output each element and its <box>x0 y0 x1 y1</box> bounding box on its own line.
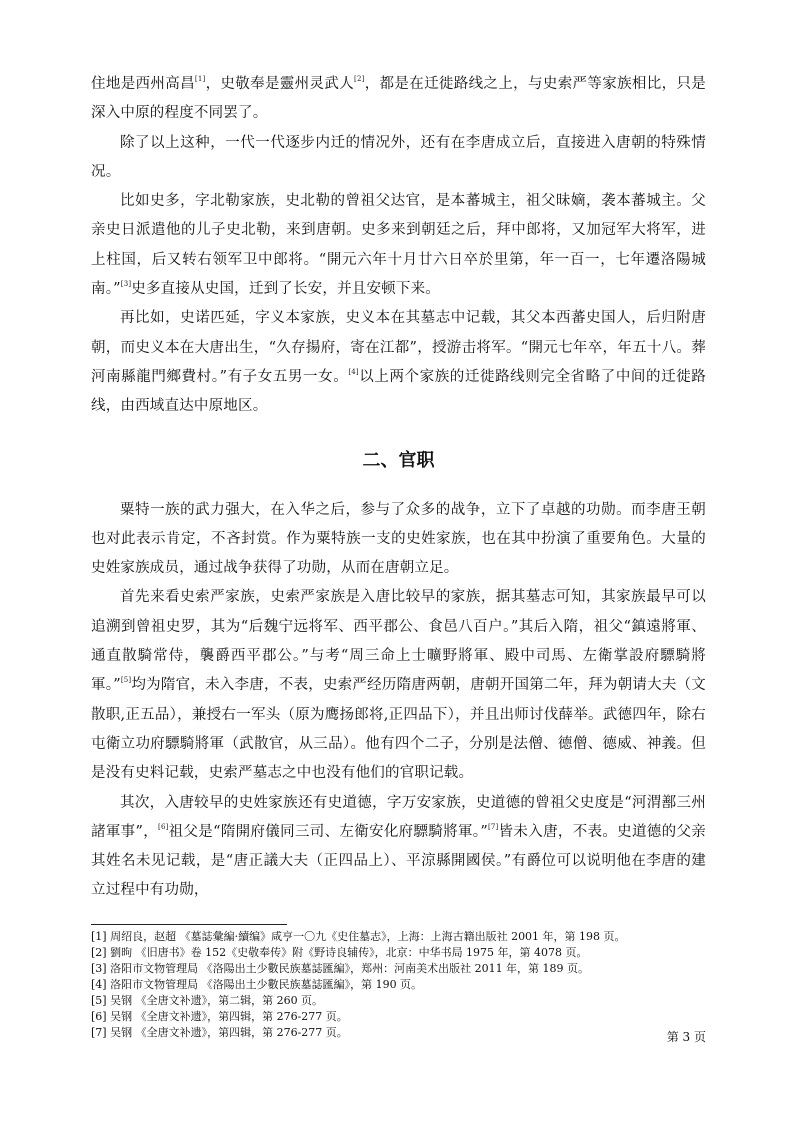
footnote-1: [1] 周绍良，赵超 《墓誌彙編·續编》咸亨一〇九《史住墓志》，上海：上海古籍出版社 2001 年，第 198 页。 <box>91 930 626 943</box>
footnote-ref: [4] <box>348 367 359 376</box>
footnote-ref: [1] <box>194 75 206 83</box>
paragraph-4 <box>91 304 706 421</box>
text-run: 首先来看史索严家族，史索严家族是入唐比较早的家族，据其墓志可知，其家族最早可以追溯到曾祖史罗，其为“后魏宁远将军、西平郡公、食邑八百户。”其后入隋，祖父“鎮遠將軍、通直散騎常侍，襲爵西平郡公。”与考“周三命上士曠野將軍、殿中司馬、左衛掌設府驃騎將軍。” <box>91 589 706 694</box>
footnote-ref: [6] <box>158 822 169 831</box>
footnote-4: [4] 洛阳市文物管理局 《洛陽出土少數民族墓誌匯編》，第 190 页。 <box>91 978 423 991</box>
section-heading-wrap <box>91 422 706 496</box>
footnote-3: [3] 洛阳市文物管理局 《洛陽出土少數民族墓誌匯編》，郑州：河南美术出版社 2011 年，第 189 页。 <box>91 962 590 975</box>
text-run: ，史敬奉是靈州灵武人 <box>205 76 355 92</box>
text-run: 其次，入唐较早的史姓家族还有史道德，字万安家族，史道德的曾祖父史度是“河渭鄯三州諸軍事”， <box>91 794 706 840</box>
footnote-7: [7] 吴钢 《全唐文补遗》，第四辑，第 276-277 页。 <box>91 1026 348 1039</box>
paragraph-3 <box>91 187 706 304</box>
text-run: 除了以上这种，一代一代逐步内迁的情况外，还有在李唐成立后，直接进入唐朝的特殊情况。 <box>91 134 706 180</box>
text-run: 皆未入唐，不表。史道德的父亲其姓名未见记载，是“唐正議大夫（正四品上）、平涼縣開國侯。”有爵位可以说明他在李唐的建立过程中有功勋， <box>91 823 706 899</box>
footnote-ref: [3] <box>120 280 132 289</box>
page-body <box>91 70 706 906</box>
footnotes <box>91 929 706 1041</box>
footnote-6: [6] 吴钢 《全唐文补遗》，第四辑，第 276-277 页。 <box>91 1010 348 1023</box>
footnote-ref: [5] <box>120 676 132 685</box>
text-run: 史多直接从史国，迁到了长安，并且安顿下来。 <box>131 281 440 298</box>
footnote-ref: [2] <box>354 75 365 83</box>
paragraph-7 <box>91 789 706 906</box>
paragraph-5 <box>91 496 706 584</box>
text-run: 再比如，史诺匹延，字义本家族，史义本在其墓志中记载，其父本西蕃史国人，后归附唐朝，而史义本在大唐出生，“久存揚府，寄在江都”，授游击将军。“開元七年卒，年五十八。葬河南縣龍門鄉費村。”有子女五男一女。 <box>91 310 706 385</box>
footnote-divider <box>91 924 287 925</box>
footnote-5: [5] 吴钢 《全唐文补遗》，第二辑，第 260 页。 <box>91 994 324 1007</box>
text-run: 比如史多，字北勒家族，史北勒的曾祖父达官，是本蕃城主，祖父昧嫡，袭本蕃城主。父亲史日派遣他的儿子史北勒，来到唐朝。史多来到朝廷之后，拜中郎将，又加冠军大将军，进上柱国，后又转右领军卫中郎将。“開元六年十月廿六日卒於里第，年一百一，七年遷洛陽城南。” <box>91 193 706 298</box>
footnote-2: [2] 劉昫 《旧唐书》卷 152《史敬奉传》附《野诗良辅传》，北京：中华书局 1975 年，第 4078 页。 <box>91 946 588 959</box>
paragraph-6 <box>91 583 706 788</box>
footnote-ref: [7] <box>487 822 499 831</box>
section-heading: 二、官职 <box>362 449 435 471</box>
text-run: 均为隋官，未入李唐，不表，史索严经历隋唐两朝，唐朝开国第二年，拜为朝请大夫（文散职,正五品），兼授右一军头（原为鹰扬郎将,正四品下），并且出师讨伐薛举。武德四年，除右屯衛立功府驃騎將軍（武散官，从三品）。他有四个二子，分别是法僧、德僧、德威、神義。但是没有史料记载，史索严墓志之中也没有他们的官职记载。 <box>91 677 707 782</box>
text-run: 粟特一族的武力强大，在入华之后，参与了众多的战争，立下了卓越的功勋。而李唐王朝也对此表示肯定，不吝封赏。作为粟特族一支的史姓家族，也在其中扮演了重要角色。大量的史姓家族成员，通过战争获得了功勋，从而在唐朝立足。 <box>91 501 706 577</box>
text-run: 以上两个家族的迁徙路线则完全省略了中间的迁徙路线，由西域直达中原地区。 <box>91 368 706 415</box>
paragraph-1 <box>91 70 706 129</box>
paragraph-2 <box>91 129 706 188</box>
text-run: 祖父是“隋開府儀同三司、左衛安化府驃騎將軍。” <box>168 823 488 840</box>
page-number: 第 3 页 <box>666 1030 706 1044</box>
text-run: 住地是西州高昌 <box>91 76 195 92</box>
text-run: ，都是在迁徙路线之上，与史索严等家族相比，只是深入中原的程度不同罢了。 <box>91 76 707 122</box>
